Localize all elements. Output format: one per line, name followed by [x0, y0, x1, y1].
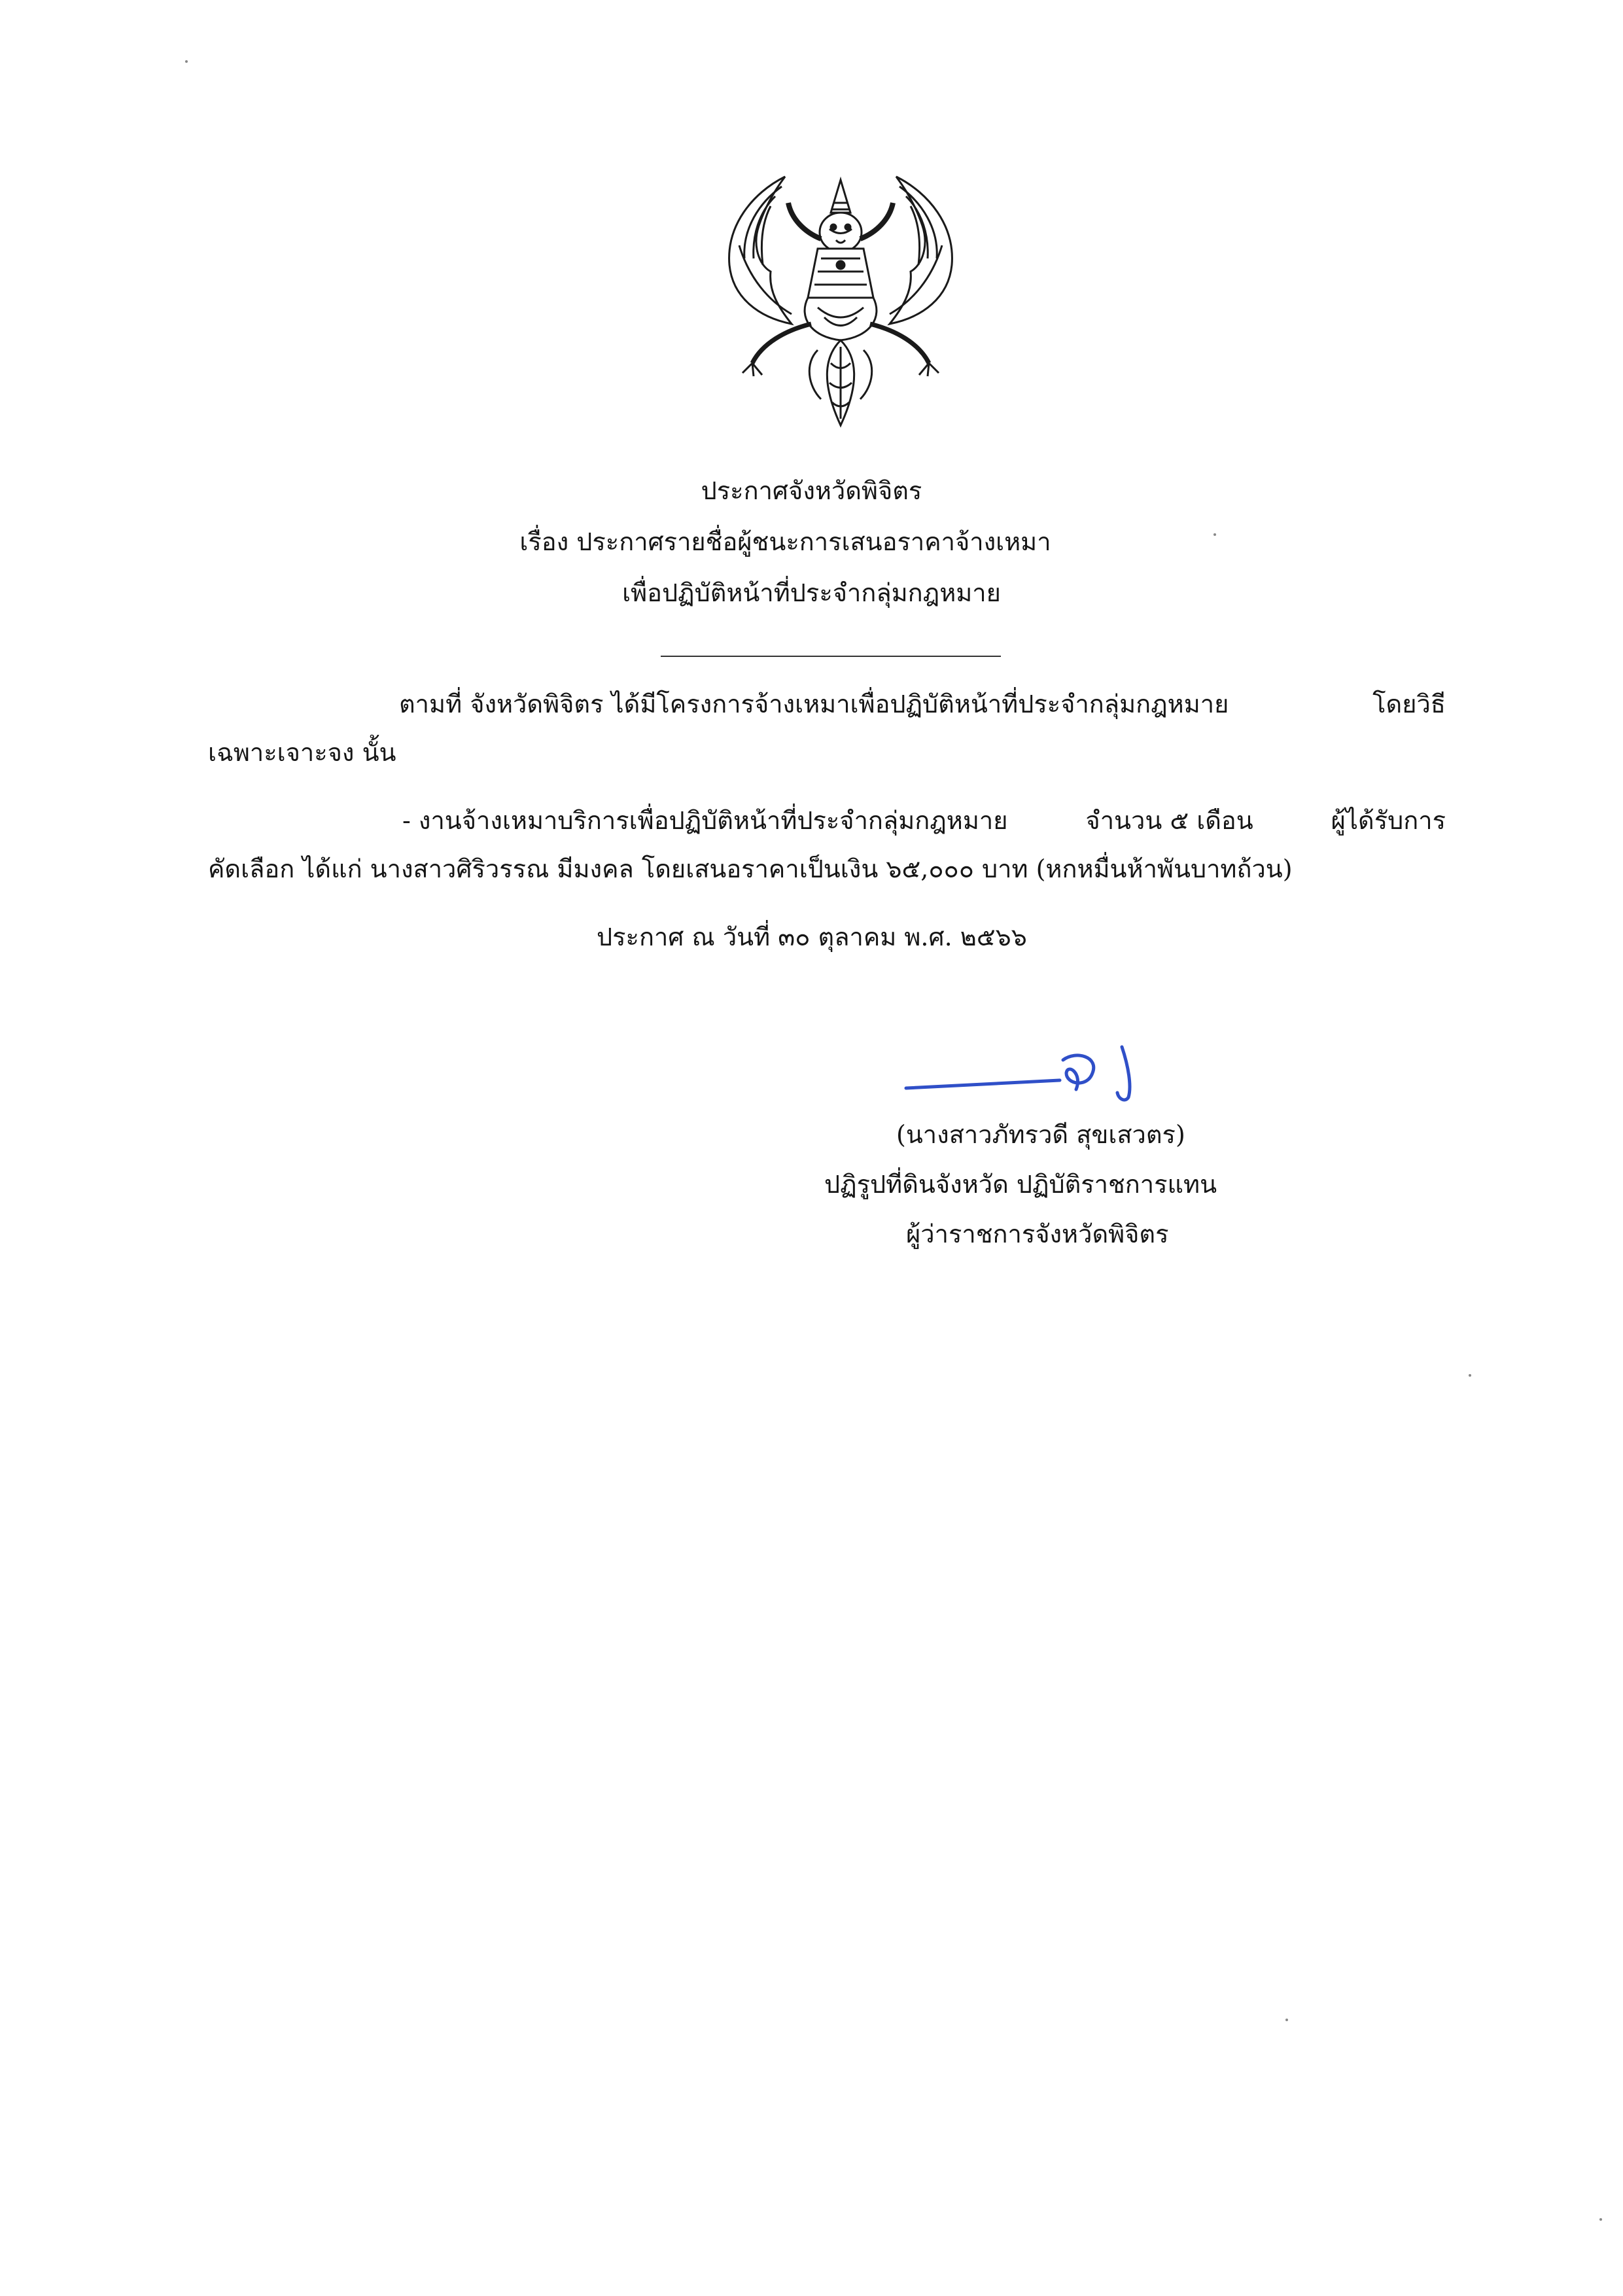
signatory-position: ปฏิรูปที่ดินจังหวัด ปฏิบัติราชการแทน — [824, 1170, 1217, 1199]
title-divider — [661, 656, 1001, 657]
document-subject: เรื่อง ประกาศรายชื่อผู้ชนะการเสนอราคาจ้างเหมา — [519, 527, 1051, 556]
scan-speck — [185, 60, 188, 63]
paragraph-2-duration: จำนวน ๕ เดือน — [1085, 806, 1253, 835]
paragraph-2-line-2: คัดเลือก ได้แก่ นางสาวศิริวรรณ มีมงคล โดยเสนอราคาเป็นเงิน ๖๕,๐๐๐ บาท (หกหมื่นห้าพันบาทถ้วน) — [208, 855, 1293, 883]
scan-speck — [1469, 1374, 1471, 1377]
paragraph-1-line-2: เฉพาะเจาะจง นั้น — [208, 738, 396, 767]
paragraph-1-text-end: โดยวิธี — [1372, 690, 1446, 718]
paragraph-2-text-end: ผู้ได้รับการ — [1331, 806, 1446, 835]
paragraph-1-line-1 — [399, 687, 1446, 721]
signatory-name: (นางสาวภัทรวดี สุขเสวตร) — [896, 1120, 1185, 1149]
document-subject-continued: เพื่อปฏิบัติหน้าที่ประจำกลุ่มกฎหมาย — [622, 578, 1001, 607]
paragraph-1-text: ตามที่ จังหวัดพิจิตร ได้มีโครงการจ้างเหมาเพื่อปฏิบัติหน้าที่ประจำกลุ่มกฎหมาย — [399, 690, 1229, 718]
signatory-title: ผู้ว่าราชการจังหวัดพิจิตร — [906, 1220, 1169, 1248]
scan-speck — [1285, 2019, 1288, 2021]
scan-speck — [1213, 533, 1216, 536]
announcement-date: ประกาศ ณ วันที่ ๓๐ ตุลาคม พ.ศ. ๒๕๖๖ — [597, 923, 1027, 951]
garuda-emblem-icon — [713, 167, 968, 429]
handwritten-signature — [903, 1037, 1178, 1109]
document-title: ประกาศจังหวัดพิจิตร — [701, 476, 922, 505]
paragraph-2-text: - งานจ้างเหมาบริการเพื่อปฏิบัติหน้าที่ประจำกลุ่มกฎหมาย — [402, 806, 1008, 835]
paragraph-2-line-1 — [402, 804, 1446, 838]
scan-speck — [1599, 2218, 1602, 2221]
